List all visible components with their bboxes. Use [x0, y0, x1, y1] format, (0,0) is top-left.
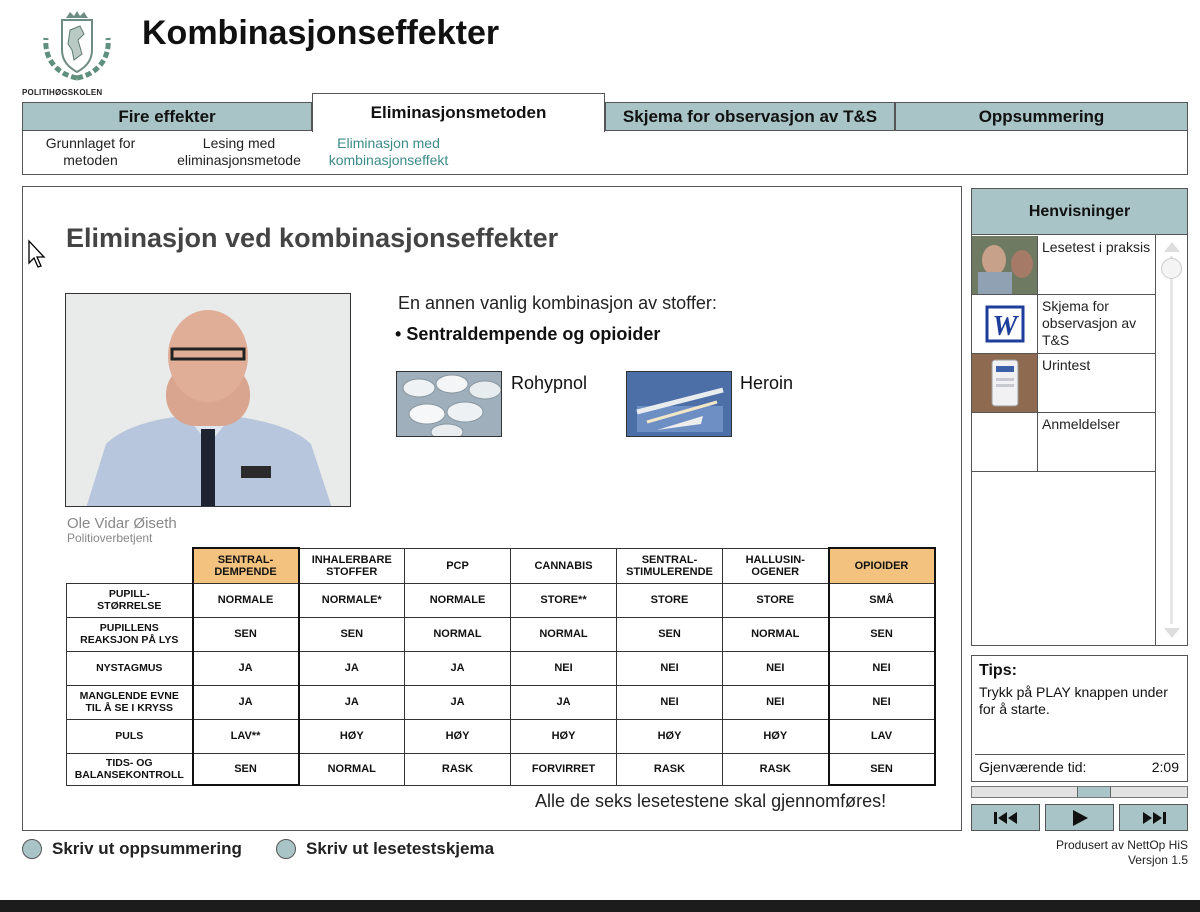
row-header: NYSTAGMUS — [67, 651, 193, 685]
row-header: PULS — [67, 719, 193, 753]
tab-eliminasjonsmetoden[interactable]: Eliminasjonsmetoden — [312, 93, 605, 132]
mouse-cursor-icon — [27, 239, 47, 269]
reference-item-lesetest[interactable] — [972, 236, 1155, 295]
table-cell: SEN — [829, 753, 935, 785]
svg-text:W: W — [992, 311, 1018, 342]
table-cell: NORMAL — [511, 617, 617, 651]
bullet-item: • Sentraldempende og opioider — [395, 324, 661, 344]
subtab-label-line1: Grunnlaget for — [45, 135, 136, 151]
column-header: PCP — [405, 548, 511, 583]
playback-progress-knob[interactable] — [1077, 787, 1111, 797]
table-cell: JA — [299, 651, 405, 685]
tips-title: Tips: — [979, 662, 1017, 679]
table-row — [67, 583, 935, 617]
scroll-track[interactable] — [1170, 256, 1173, 624]
fast-forward-icon — [1139, 810, 1169, 826]
table-cell: LAV** — [193, 719, 299, 753]
word-document-icon — [972, 295, 1038, 353]
table-cell: NORMAL — [299, 753, 405, 785]
credits-line2: Versjon 1.5 — [1127, 853, 1188, 867]
subtab-label-line1: Eliminasjon med — [337, 135, 440, 151]
tips-divider — [975, 754, 1185, 755]
credits-line1: Produsert av NettOp HiS — [1055, 838, 1188, 852]
subtab-label-line1: Lesing med — [202, 135, 276, 151]
heroin-image — [626, 371, 732, 437]
column-header: CANNABIS — [511, 548, 617, 583]
references-scrollbar[interactable] — [1156, 236, 1187, 645]
presenter-video[interactable] — [65, 293, 351, 507]
presenter-name: Ole Vidar Øiseth — [67, 515, 177, 532]
presenter-image — [66, 294, 351, 507]
table-cell: SMÅ — [829, 583, 935, 617]
subtab-label-line2: kombinasjonseffekt — [328, 152, 449, 168]
reference-label: Lesetest i praksis — [1042, 239, 1151, 255]
table-cell: HØY — [511, 719, 617, 753]
table-cell: RASK — [617, 753, 723, 785]
rohypnol-image — [396, 371, 502, 437]
table-cell: NEI — [723, 685, 829, 719]
table-row — [67, 753, 935, 785]
row-header: PUPILLENS REAKSJON PÅ LYS — [67, 617, 193, 651]
reference-item-skjema[interactable] — [972, 295, 1155, 354]
remaining-time-value: 2:09 — [1151, 759, 1179, 775]
subtab-lesing[interactable] — [169, 135, 309, 169]
main-tabs — [22, 100, 1188, 131]
table-cell: NORMALE — [193, 583, 299, 617]
app-title: Kombinasjonseffekter — [142, 14, 500, 52]
sub-tabs — [22, 130, 1188, 175]
radio-dot-icon — [276, 839, 296, 859]
table-cell: HØY — [617, 719, 723, 753]
table-row — [67, 651, 935, 685]
rewind-button[interactable] — [971, 804, 1040, 831]
table-cell: NORMALE* — [299, 583, 405, 617]
table-cell: NEI — [511, 651, 617, 685]
drug-label-heroin: Heroin — [740, 373, 794, 393]
table-cell: JA — [405, 685, 511, 719]
row-header: MANGLENDE EVNE TIL Å SE I KRYSS — [67, 685, 193, 719]
scroll-up-icon[interactable] — [1164, 242, 1180, 252]
table-cell: HØY — [299, 719, 405, 753]
row-header: PUPILL- STØRRELSE — [67, 583, 193, 617]
bullet-text: Sentraldempende og opioider — [406, 324, 661, 344]
table-cell: JA — [299, 685, 405, 719]
credits — [1000, 838, 1188, 868]
reference-label: Skjema for observasjon av T&S — [1042, 298, 1137, 348]
fast-forward-button[interactable] — [1119, 804, 1188, 831]
table-cell: NORMALE — [405, 583, 511, 617]
table-cell: NEI — [829, 651, 935, 685]
row-header: TIDS- OG BALANSEKONTROLL — [67, 753, 193, 785]
empty-thumbnail — [972, 413, 1038, 471]
table-cell: SEN — [193, 753, 299, 785]
tab-skjema-observasjon[interactable]: Skjema for observasjon av T&S — [605, 102, 895, 131]
table-row — [67, 617, 935, 651]
table-cell: SEN — [299, 617, 405, 651]
crest-icon — [36, 10, 118, 84]
playback-progress-bar[interactable] — [971, 786, 1188, 798]
print-summary-label: Skriv ut oppsummering — [52, 839, 242, 858]
table-cell: NEI — [617, 685, 723, 719]
subtab-eliminasjon-kombinasjon[interactable] — [316, 135, 461, 169]
table-cell: JA — [193, 685, 299, 719]
table-cell: SEN — [617, 617, 723, 651]
reference-item-urintest[interactable] — [972, 354, 1155, 413]
table-cell: STORE** — [511, 583, 617, 617]
subtab-label-line2: eliminasjonsmetode — [177, 152, 301, 168]
scroll-down-icon[interactable] — [1164, 628, 1180, 638]
reference-label: Anmeldelser — [1042, 416, 1120, 432]
tips-panel — [971, 655, 1188, 782]
logo — [22, 10, 134, 97]
print-form-button[interactable] — [276, 838, 494, 860]
video-thumbnail — [972, 236, 1038, 294]
table-cell: SEN — [829, 617, 935, 651]
content-title: Eliminasjon ved kombinasjonseffekter — [66, 223, 559, 253]
table-cell: HØY — [723, 719, 829, 753]
column-header: INHALERBARE STOFFER — [299, 548, 405, 583]
bottom-bar — [0, 900, 1200, 912]
references-title: Henvisninger — [972, 189, 1187, 235]
reference-label: Urintest — [1042, 357, 1091, 373]
remaining-time-label: Gjenværende tid: — [979, 759, 1087, 775]
drug-effects-table — [66, 547, 936, 786]
table-cell: NORMAL — [723, 617, 829, 651]
column-header: SENTRAL- STIMULERENDE — [617, 548, 723, 583]
table-corner — [67, 548, 193, 583]
urine-test-thumbnail — [972, 354, 1038, 412]
column-header: HALLUSIN- OGENER — [723, 548, 829, 583]
intro-text: En annen vanlig kombinasjon av stoffer: — [398, 293, 717, 313]
table-cell: NEI — [829, 685, 935, 719]
content-panel — [22, 186, 962, 831]
table-cell: STORE — [617, 583, 723, 617]
table-cell: LAV — [829, 719, 935, 753]
print-summary-button[interactable] — [22, 838, 242, 860]
table-cell: NEI — [723, 651, 829, 685]
table-cell: NEI — [617, 651, 723, 685]
table-row — [67, 719, 935, 753]
references-empty-area — [972, 472, 1155, 645]
reference-item-anmeldelser[interactable] — [972, 413, 1155, 472]
presenter-role: Politioverbetjent — [67, 531, 153, 545]
table-cell: SEN — [193, 617, 299, 651]
play-icon — [1069, 809, 1091, 827]
subtab-grunnlaget[interactable] — [33, 135, 148, 169]
table-cell: JA — [511, 685, 617, 719]
table-cell: FORVIRRET — [511, 753, 617, 785]
subtab-label-line2: metoden — [63, 152, 118, 168]
table-cell: JA — [405, 651, 511, 685]
print-form-label: Skriv ut lesetestskjema — [306, 839, 495, 858]
table-cell: JA — [193, 651, 299, 685]
rewind-icon — [991, 810, 1021, 826]
table-cell: STORE — [723, 583, 829, 617]
drug-label-rohypnol: Rohypnol — [511, 373, 588, 393]
table-cell: HØY — [405, 719, 511, 753]
references-panel — [971, 188, 1188, 646]
play-button[interactable] — [1045, 804, 1114, 831]
table-cell: NORMAL — [405, 617, 511, 651]
table-cell: RASK — [723, 753, 829, 785]
column-header: SENTRAL- DEMPENDE — [193, 548, 299, 583]
tab-oppsummering[interactable]: Oppsummering — [895, 102, 1188, 131]
tab-fire-effekter[interactable]: Fire effekter — [22, 102, 312, 131]
scroll-thumb[interactable] — [1161, 258, 1182, 279]
column-header: OPIOIDER — [829, 548, 935, 583]
tips-text: Trykk på PLAY knappen under for å starte. — [979, 684, 1168, 717]
table-cell: RASK — [405, 753, 511, 785]
table-row — [67, 685, 935, 719]
logo-text: POLITIHØGSKOLEN — [22, 88, 103, 97]
table-header-row — [67, 548, 935, 583]
radio-dot-icon — [22, 839, 42, 859]
footnote-text: Alle de seks lesetestene skal gjennomføres! — [535, 791, 887, 811]
